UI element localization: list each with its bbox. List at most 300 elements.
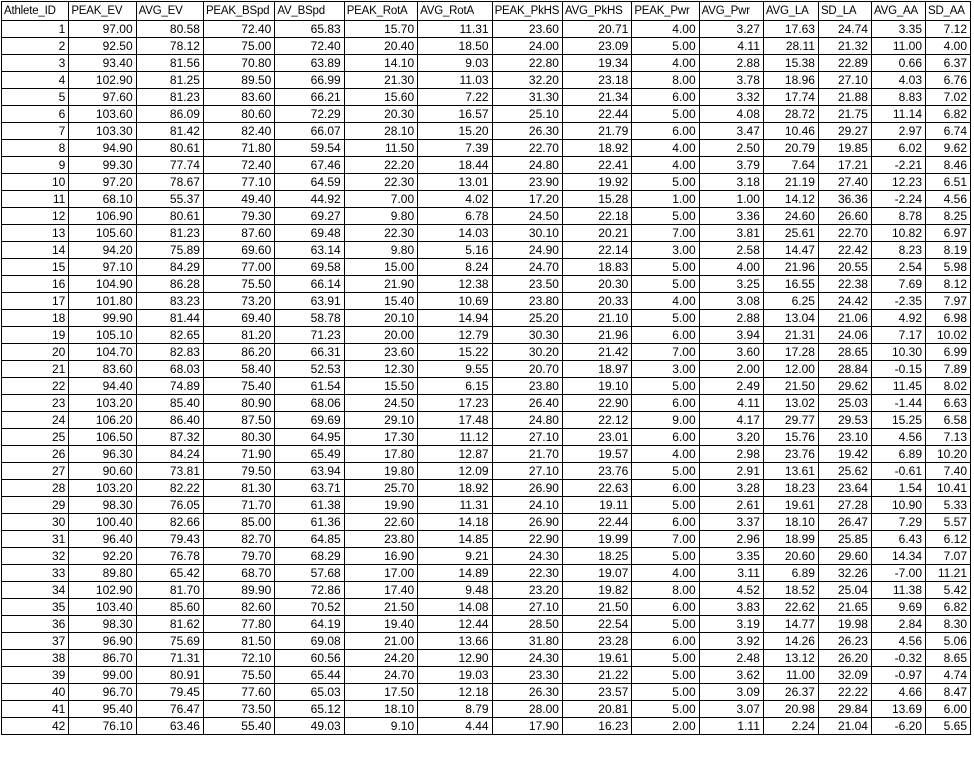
table-cell: 21.50 xyxy=(344,599,417,616)
table-cell: 11.00 xyxy=(871,38,925,55)
table-cell: 6.12 xyxy=(926,531,971,548)
table-cell: 24.80 xyxy=(492,157,562,174)
table-cell: 99.00 xyxy=(69,667,136,684)
table-cell: 1.00 xyxy=(632,191,699,208)
table-cell: 17.30 xyxy=(344,429,417,446)
table-cell: 30.20 xyxy=(492,344,562,361)
table-cell: 21.75 xyxy=(818,106,871,123)
table-cell: 20.00 xyxy=(344,327,417,344)
table-cell: 17.48 xyxy=(418,412,492,429)
table-cell: 26.23 xyxy=(818,633,871,650)
table-cell: -2.24 xyxy=(871,191,925,208)
table-cell: 73.81 xyxy=(136,463,203,480)
table-cell: 61.54 xyxy=(275,378,344,395)
table-cell: 2.49 xyxy=(699,378,763,395)
table-cell: 63.46 xyxy=(136,718,203,735)
table-cell: 55.40 xyxy=(203,718,274,735)
table-cell: 22.42 xyxy=(818,242,871,259)
table-cell: 5.98 xyxy=(926,259,971,276)
table-cell: 18.83 xyxy=(562,259,631,276)
table-cell: 13.61 xyxy=(763,463,818,480)
table-cell: 3.20 xyxy=(699,429,763,446)
table-cell: 21.30 xyxy=(344,72,417,89)
table-row xyxy=(2,361,971,378)
table-cell: 5.00 xyxy=(632,650,699,667)
table-cell: 7.69 xyxy=(871,276,925,293)
table-cell: 4.92 xyxy=(871,310,925,327)
table-cell: 6.89 xyxy=(871,446,925,463)
table-cell: 58.78 xyxy=(275,310,344,327)
table-cell: 17.00 xyxy=(344,565,417,582)
table-cell: 68.70 xyxy=(203,565,274,582)
table-cell: 19.40 xyxy=(344,616,417,633)
table-cell: 96.90 xyxy=(69,633,136,650)
table-cell: 97.10 xyxy=(69,259,136,276)
table-cell: 23.80 xyxy=(492,293,562,310)
table-cell: 19.85 xyxy=(818,140,871,157)
table-cell: 81.20 xyxy=(203,327,274,344)
table-cell: 2.98 xyxy=(699,446,763,463)
table-cell: 80.61 xyxy=(136,208,203,225)
column-header-peak-ev: PEAK_EV xyxy=(69,2,136,21)
table-cell: 22.14 xyxy=(562,242,631,259)
table-cell: 3.47 xyxy=(699,123,763,140)
table-cell: 5.57 xyxy=(926,514,971,531)
table-cell: 3.32 xyxy=(699,89,763,106)
table-cell: 13.69 xyxy=(871,701,925,718)
table-cell: 21.00 xyxy=(344,633,417,650)
table-cell: 7.07 xyxy=(926,548,971,565)
table-cell: 69.69 xyxy=(275,412,344,429)
table-cell: 77.80 xyxy=(203,616,274,633)
table-cell: 25.70 xyxy=(344,480,417,497)
table-cell: 4.17 xyxy=(699,412,763,429)
table-cell: 85.60 xyxy=(136,599,203,616)
table-cell: 69.58 xyxy=(275,259,344,276)
table-cell: 7.89 xyxy=(926,361,971,378)
table-cell: 22.54 xyxy=(562,616,631,633)
table-cell: 59.54 xyxy=(275,140,344,157)
table-cell: 20.30 xyxy=(562,276,631,293)
table-row xyxy=(2,310,971,327)
table-row xyxy=(2,174,971,191)
header-row xyxy=(2,2,971,21)
column-header-av-bspd: AV_BSpd xyxy=(275,2,344,21)
table-cell: 25 xyxy=(2,429,69,446)
table-cell: 5.42 xyxy=(926,582,971,599)
table-cell: 86.70 xyxy=(69,650,136,667)
table-cell: 82.83 xyxy=(136,344,203,361)
table-cell: 6.00 xyxy=(632,480,699,497)
table-cell: 16 xyxy=(2,276,69,293)
table-cell: 21.22 xyxy=(562,667,631,684)
table-cell: 19.99 xyxy=(562,531,631,548)
table-cell: 82.60 xyxy=(203,599,274,616)
table-cell: 23.60 xyxy=(492,21,562,38)
table-cell: 69.27 xyxy=(275,208,344,225)
table-cell: 7.17 xyxy=(871,327,925,344)
table-cell: 80.58 xyxy=(136,21,203,38)
table-row xyxy=(2,21,971,38)
table-cell: 9.10 xyxy=(344,718,417,735)
table-cell: 2.00 xyxy=(699,361,763,378)
table-cell: 76.05 xyxy=(136,497,203,514)
table-cell: -7.00 xyxy=(871,565,925,582)
table-cell: 22.30 xyxy=(344,174,417,191)
table-cell: 21.31 xyxy=(763,327,818,344)
table-cell: 86.28 xyxy=(136,276,203,293)
table-cell: 68.29 xyxy=(275,548,344,565)
table-cell: 3.35 xyxy=(699,548,763,565)
table-cell: 15.25 xyxy=(871,412,925,429)
table-cell: 3.28 xyxy=(699,480,763,497)
table-cell: 95.40 xyxy=(69,701,136,718)
table-cell: 3.78 xyxy=(699,72,763,89)
table-cell: 5.00 xyxy=(632,463,699,480)
table-cell: 66.07 xyxy=(275,123,344,140)
table-cell: 6.00 xyxy=(926,701,971,718)
table-cell: 77.74 xyxy=(136,157,203,174)
table-cell: 21.32 xyxy=(818,38,871,55)
table-cell: 39 xyxy=(2,667,69,684)
table-cell: 36 xyxy=(2,616,69,633)
table-cell: 27.40 xyxy=(818,174,871,191)
table-cell: 69.40 xyxy=(203,310,274,327)
table-cell: 14.12 xyxy=(763,191,818,208)
table-cell: 5.00 xyxy=(632,174,699,191)
table-cell: 17.80 xyxy=(344,446,417,463)
table-row xyxy=(2,582,971,599)
table-cell: 4.11 xyxy=(699,395,763,412)
table-cell: 9.03 xyxy=(418,55,492,72)
table-cell: 104.90 xyxy=(69,276,136,293)
table-cell: 6.58 xyxy=(926,412,971,429)
table-cell: 72.40 xyxy=(275,38,344,55)
table-cell: 6.00 xyxy=(632,327,699,344)
table-row xyxy=(2,106,971,123)
table-cell: 3.94 xyxy=(699,327,763,344)
table-cell: 9.62 xyxy=(926,140,971,157)
table-row xyxy=(2,599,971,616)
table-cell: 9.80 xyxy=(344,208,417,225)
table-cell: 14.34 xyxy=(871,548,925,565)
table-cell: 64.59 xyxy=(275,174,344,191)
table-cell: 82.22 xyxy=(136,480,203,497)
table-cell: 52.53 xyxy=(275,361,344,378)
table-row xyxy=(2,531,971,548)
table-cell: 3.60 xyxy=(699,344,763,361)
table-cell: 11.12 xyxy=(418,429,492,446)
table-cell: 65.42 xyxy=(136,565,203,582)
table-cell: 6.78 xyxy=(418,208,492,225)
table-cell: 13 xyxy=(2,225,69,242)
table-cell: 8.12 xyxy=(926,276,971,293)
table-cell: 21.10 xyxy=(562,310,631,327)
table-cell: 72.10 xyxy=(203,650,274,667)
table-cell: 64.19 xyxy=(275,616,344,633)
table-row xyxy=(2,684,971,701)
table-cell: 24.74 xyxy=(818,21,871,38)
table-cell: 19.34 xyxy=(562,55,631,72)
table-cell: 21.96 xyxy=(763,259,818,276)
table-cell: 6.63 xyxy=(926,395,971,412)
table-cell: 23.76 xyxy=(562,463,631,480)
table-cell: 5.00 xyxy=(632,106,699,123)
table-cell: 71.31 xyxy=(136,650,203,667)
table-cell: 66.31 xyxy=(275,344,344,361)
table-cell: 28.84 xyxy=(818,361,871,378)
table-cell: 6.00 xyxy=(632,599,699,616)
table-cell: 6.02 xyxy=(871,140,925,157)
table-cell: 4.08 xyxy=(699,106,763,123)
table-cell: 22.70 xyxy=(818,225,871,242)
table-cell: 66.14 xyxy=(275,276,344,293)
table-cell: 63.91 xyxy=(275,293,344,310)
table-cell: 6.99 xyxy=(926,344,971,361)
table-cell: 28.10 xyxy=(344,123,417,140)
table-cell: 14.47 xyxy=(763,242,818,259)
table-cell: 68.10 xyxy=(69,191,136,208)
table-cell: 11.00 xyxy=(763,667,818,684)
table-cell: 22.30 xyxy=(344,225,417,242)
table-cell: 78.67 xyxy=(136,174,203,191)
table-cell: 22.89 xyxy=(818,55,871,72)
table-cell: 15 xyxy=(2,259,69,276)
table-cell: 3.36 xyxy=(699,208,763,225)
table-cell: 28.11 xyxy=(763,38,818,55)
table-cell: 81.42 xyxy=(136,123,203,140)
table-cell: 18.96 xyxy=(763,72,818,89)
table-cell: 23.60 xyxy=(344,344,417,361)
table-cell: -6.20 xyxy=(871,718,925,735)
table-cell: 80.30 xyxy=(203,429,274,446)
table-cell: 26.90 xyxy=(492,480,562,497)
table-cell: 80.60 xyxy=(203,106,274,123)
table-cell: 19.10 xyxy=(562,378,631,395)
table-cell: 2.54 xyxy=(871,259,925,276)
table-cell: 4 xyxy=(2,72,69,89)
table-cell: 75.00 xyxy=(203,38,274,55)
table-cell: 63.89 xyxy=(275,55,344,72)
table-cell: 90.60 xyxy=(69,463,136,480)
table-cell: 96.30 xyxy=(69,446,136,463)
table-cell: 6.00 xyxy=(632,395,699,412)
table-cell: 7.64 xyxy=(763,157,818,174)
table-cell: 6.00 xyxy=(632,123,699,140)
table-cell: 3.00 xyxy=(632,242,699,259)
table-cell: 10.41 xyxy=(926,480,971,497)
table-cell: 79.43 xyxy=(136,531,203,548)
table-cell: 10.69 xyxy=(418,293,492,310)
table-cell: 11.45 xyxy=(871,378,925,395)
table-cell: 9.48 xyxy=(418,582,492,599)
table-cell: 24.50 xyxy=(492,208,562,225)
table-cell: 98.30 xyxy=(69,497,136,514)
table-cell: 2.48 xyxy=(699,650,763,667)
table-cell: 29.27 xyxy=(818,123,871,140)
table-cell: 32 xyxy=(2,548,69,565)
table-cell: 103.40 xyxy=(69,599,136,616)
table-cell: 13.12 xyxy=(763,650,818,667)
table-cell: 5.00 xyxy=(632,208,699,225)
table-cell: 84.24 xyxy=(136,446,203,463)
table-cell: 20.81 xyxy=(562,701,631,718)
table-cell: 29.10 xyxy=(344,412,417,429)
table-cell: 11.21 xyxy=(926,565,971,582)
column-header-avg-ev: AVG_EV xyxy=(136,2,203,21)
table-cell: 23.80 xyxy=(344,531,417,548)
table-cell: 23.28 xyxy=(562,633,631,650)
table-cell: 2.58 xyxy=(699,242,763,259)
table-cell: 28.00 xyxy=(492,701,562,718)
table-cell: 5.06 xyxy=(926,633,971,650)
table-row xyxy=(2,565,971,582)
table-cell: 83.60 xyxy=(203,89,274,106)
table-cell: 9 xyxy=(2,157,69,174)
table-cell: 3.27 xyxy=(699,21,763,38)
table-cell: 16.90 xyxy=(344,548,417,565)
table-cell: 94.90 xyxy=(69,140,136,157)
table-cell: 65.83 xyxy=(275,21,344,38)
table-cell: 12.09 xyxy=(418,463,492,480)
table-cell: 8.79 xyxy=(418,701,492,718)
table-row xyxy=(2,395,971,412)
table-cell: 17.63 xyxy=(763,21,818,38)
table-cell: 16.23 xyxy=(562,718,631,735)
table-cell: 72.40 xyxy=(203,21,274,38)
table-cell: 17.90 xyxy=(492,718,562,735)
table-cell: 6.00 xyxy=(632,89,699,106)
table-cell: 22.30 xyxy=(492,565,562,582)
table-cell: 79.30 xyxy=(203,208,274,225)
table-cell: 14.18 xyxy=(418,514,492,531)
table-cell: 13.01 xyxy=(418,174,492,191)
table-cell: 70.80 xyxy=(203,55,274,72)
table-cell: 32.26 xyxy=(818,565,871,582)
table-cell: 7.00 xyxy=(632,531,699,548)
table-cell: 75.69 xyxy=(136,633,203,650)
table-cell: -2.35 xyxy=(871,293,925,310)
table-cell: 20.70 xyxy=(492,361,562,378)
table-cell: 10.82 xyxy=(871,225,925,242)
table-cell: 19.90 xyxy=(344,497,417,514)
table-cell: 3.83 xyxy=(699,599,763,616)
table-cell: 105.10 xyxy=(69,327,136,344)
table-cell: 5.00 xyxy=(632,701,699,718)
table-row xyxy=(2,225,971,242)
table-cell: 4.56 xyxy=(871,633,925,650)
table-cell: 83.60 xyxy=(69,361,136,378)
table-cell: 5.00 xyxy=(632,378,699,395)
table-cell: 75.50 xyxy=(203,667,274,684)
table-cell: 26.30 xyxy=(492,684,562,701)
table-cell: 27.10 xyxy=(492,599,562,616)
table-cell: 26.40 xyxy=(492,395,562,412)
table-cell: 101.80 xyxy=(69,293,136,310)
table-cell: 10.20 xyxy=(926,446,971,463)
table-cell: 64.85 xyxy=(275,531,344,548)
table-cell: 17.50 xyxy=(344,684,417,701)
table-cell: 23.09 xyxy=(562,38,631,55)
table-cell: 12.23 xyxy=(871,174,925,191)
table-cell: 25.61 xyxy=(763,225,818,242)
table-cell: 2.97 xyxy=(871,123,925,140)
table-cell: 9.00 xyxy=(632,412,699,429)
table-cell: 9.69 xyxy=(871,599,925,616)
table-cell: 7 xyxy=(2,123,69,140)
table-cell: 14 xyxy=(2,242,69,259)
table-cell: 92.50 xyxy=(69,38,136,55)
table-cell: 20.10 xyxy=(344,310,417,327)
table-cell: 10 xyxy=(2,174,69,191)
table-cell: 18.25 xyxy=(562,548,631,565)
athlete-data-table xyxy=(1,1,971,735)
table-cell: 4.00 xyxy=(632,157,699,174)
table-cell: 69.48 xyxy=(275,225,344,242)
table-cell: 22.12 xyxy=(562,412,631,429)
table-cell: 15.00 xyxy=(344,259,417,276)
table-cell: 61.38 xyxy=(275,497,344,514)
table-cell: -2.21 xyxy=(871,157,925,174)
table-cell: 23 xyxy=(2,395,69,412)
table-row xyxy=(2,480,971,497)
table-cell: 20.40 xyxy=(344,38,417,55)
table-cell: 6.97 xyxy=(926,225,971,242)
table-cell: 15.50 xyxy=(344,378,417,395)
table-cell: 105.60 xyxy=(69,225,136,242)
table-row xyxy=(2,208,971,225)
table-cell: 29.60 xyxy=(818,548,871,565)
table-cell: 26.30 xyxy=(492,123,562,140)
table-cell: 106.90 xyxy=(69,208,136,225)
column-header-peak-rota: PEAK_RotA xyxy=(344,2,417,21)
table-cell: 19.82 xyxy=(562,582,631,599)
table-cell: 94.20 xyxy=(69,242,136,259)
table-cell: 70.52 xyxy=(275,599,344,616)
table-cell: 6.43 xyxy=(871,531,925,548)
table-cell: 5.00 xyxy=(632,38,699,55)
table-cell: 8 xyxy=(2,140,69,157)
table-cell: 19.07 xyxy=(562,565,631,582)
table-cell: 23.20 xyxy=(492,582,562,599)
table-cell: 14.03 xyxy=(418,225,492,242)
table-cell: 65.03 xyxy=(275,684,344,701)
table-cell: 6.51 xyxy=(926,174,971,191)
table-cell: 86.40 xyxy=(136,412,203,429)
table-cell: 5.00 xyxy=(632,616,699,633)
table-cell: 4.74 xyxy=(926,667,971,684)
table-cell: 20.60 xyxy=(763,548,818,565)
column-header-avg-aa: AVG_AA xyxy=(871,2,925,21)
table-row xyxy=(2,242,971,259)
table-cell: 86.20 xyxy=(203,344,274,361)
table-row xyxy=(2,412,971,429)
table-cell: 6.00 xyxy=(632,429,699,446)
table-cell: 22.62 xyxy=(763,599,818,616)
table-cell: 68.03 xyxy=(136,361,203,378)
table-row xyxy=(2,633,971,650)
table-cell: 14.26 xyxy=(763,633,818,650)
table-cell: 80.91 xyxy=(136,667,203,684)
table-cell: 8.65 xyxy=(926,650,971,667)
table-cell: 63.14 xyxy=(275,242,344,259)
table-cell: 19.61 xyxy=(763,497,818,514)
table-cell: 20.33 xyxy=(562,293,631,310)
table-cell: 8.47 xyxy=(926,684,971,701)
column-header-avg-rota: AVG_RotA xyxy=(418,2,492,21)
table-cell: 3.79 xyxy=(699,157,763,174)
table-cell: 11.03 xyxy=(418,72,492,89)
